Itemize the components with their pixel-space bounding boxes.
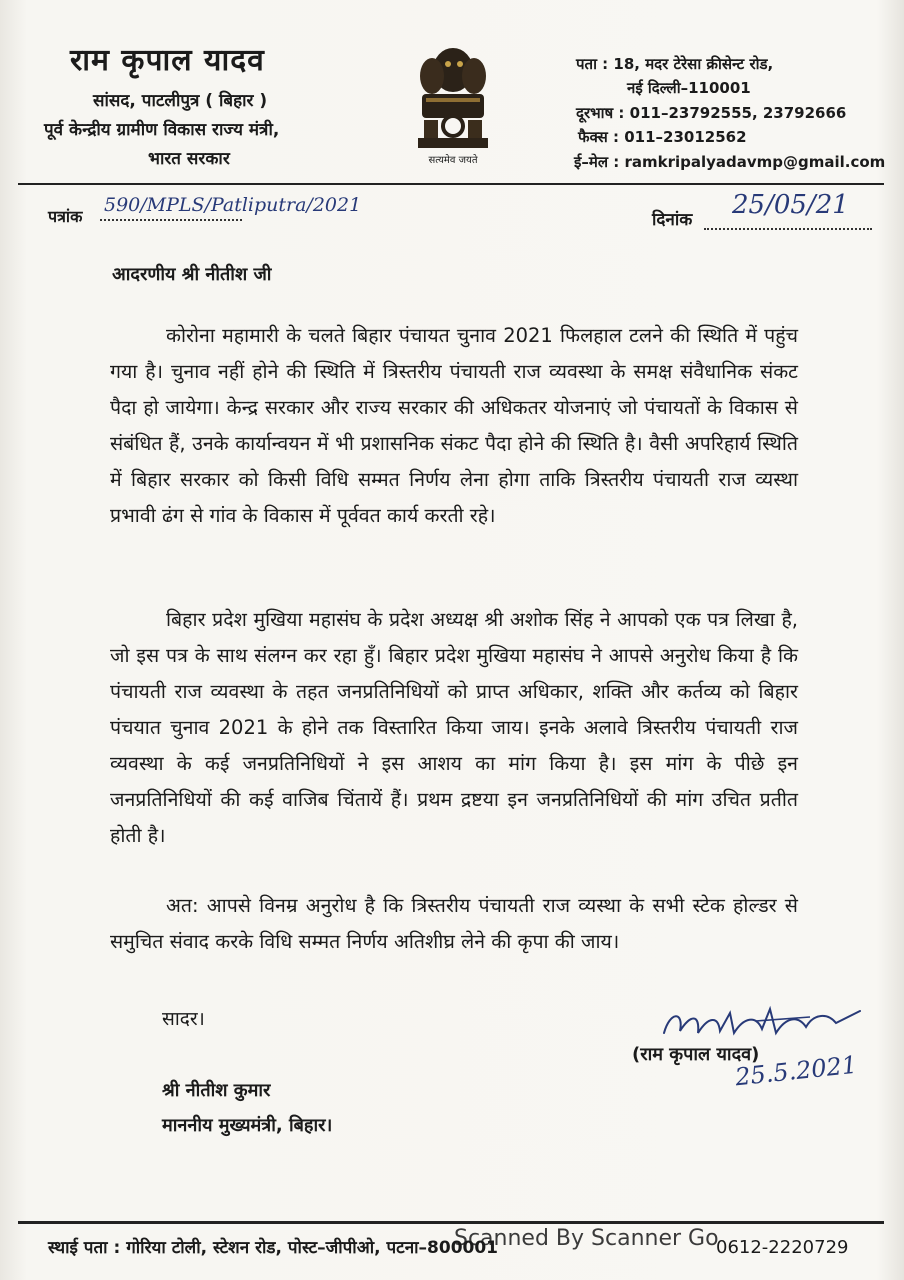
- reference-number: 590/MPLS/Patliputra/2021: [104, 194, 362, 216]
- body-paragraph-3: अत: आपसे विनम्र अनुरोध है कि त्रिस्तरीय पंचायती राज व्यस्था के सभी स्टेक होल्डर से समुचित संवाद करके विधि सम्मत निर्णय अतिशीघ्र लेने की कृपा की जाय।: [110, 894, 798, 953]
- addressee-title: माननीय मुख्यमंत्री, बिहार।: [162, 1115, 333, 1136]
- fax-line: फैक्स : 011–23012562: [578, 128, 747, 146]
- phone-line: दूरभाष : 011–23792555, 23792666: [576, 104, 847, 122]
- permanent-address: स्थाई पता : गोरिया टोली, स्टेशन रोड, पोस्ट–जीपीओ, पटना–800001: [48, 1238, 499, 1258]
- address-line-2: नई दिल्ली–110001: [627, 79, 751, 97]
- date-label: दिनांक: [652, 210, 693, 230]
- sender-government: भारत सरकार: [148, 149, 230, 169]
- reference-underline: [100, 219, 242, 221]
- header-divider: [18, 183, 884, 185]
- date-value: 25/05/21: [732, 190, 849, 220]
- date-underline: [704, 228, 872, 230]
- national-emblem-icon: [408, 40, 498, 170]
- body-paragraph-2: बिहार प्रदेश मुखिया महासंघ के प्रदेश अध्यक्ष श्री अशोक सिंह ने आपको एक पत्र लिखा है, जो इस पत्र के साथ संलग्न कर रहा हुँ। बिहार प्रदेश मुखिया महासंघ ने आपसे अनुरोध किया है कि पंचायती राज व्यवस्था के तहत जनप्रतिनिधियों को प्राप्त अधिकार, शक्ति और कर्तव्य को बिहार पंचयात चुनाव 2021 के होने तक विस्तारित किया जाय। इनके अलावे त्रिस्तरीय पंचायती राज व्यवस्था के कई जनप्रतिनिधियों ने इस आशय का मांग किया है। इस मांग के पीछे इन जनप्रतिनिधियों की कई वाजिब चिंतायें हैं। प्रथम द्रष्टया इन जनप्रतिनिधियों की मांग उचित प्रतीत होती है।: [110, 608, 798, 847]
- closing: सादर।: [162, 1008, 205, 1030]
- handwritten-signature: [660, 1003, 870, 1043]
- salutation: आदरणीय श्री नीतीश जी: [112, 264, 272, 285]
- footer-phone: 0612-2220729: [716, 1237, 849, 1258]
- sender-designation: सांसद, पाटलीपुत्र ( बिहार ): [93, 91, 268, 111]
- signature-date: 25.5.2021: [733, 1050, 859, 1092]
- sender-name: राम कृपाल यादव: [70, 43, 265, 78]
- addressee-name: श्री नीतीश कुमार: [162, 1080, 271, 1101]
- signatory-name: (राम कृपाल यादव): [632, 1044, 760, 1065]
- email-line: ई–मेल : ramkripalyadavmp@gmail.com: [574, 153, 886, 171]
- sender-former-post: पूर्व केन्द्रीय ग्रामीण विकास राज्य मंत्री,: [44, 120, 280, 140]
- scanner-watermark: Scanned By Scanner Go: [454, 1226, 719, 1251]
- body-paragraph-1: कोरोना महामारी के चलते बिहार पंचायत चुनाव 2021 फिलहाल टलने की स्थिति में पहुंच गया है। चुनाव नहीं होने की स्थिति में त्रिस्तरीय पंचायती राज व्यवस्था के समक्ष संवैधानिक संकट पैदा हो जायेगा। केन्द्र सरकार और राज्य सरकार की अधिकतर योजनाएं जो पंचायतों के विकास से संबंधित हैं, उनके कार्यान्वयन में भी प्रशासनिक संकट पैदा होने की स्थिति है। वैसी अपरिहार्य स्थिति में बिहार सरकार को किसी विधि सम्मत निर्णय लेना होगा ताकि त्रिस्तरीय पंचायती राज व्यस्था प्रभावी ढंग से गांव के विकास में पूर्ववत कार्य करती रहे।: [110, 324, 798, 527]
- emblem-motto: सत्यमेव जयते: [428, 155, 478, 166]
- reference-label: पत्रांक: [48, 207, 83, 226]
- address-line-1: पता : 18, मदर टेरेसा क्रीसेन्ट रोड,: [576, 55, 774, 73]
- footer-divider: [18, 1221, 884, 1224]
